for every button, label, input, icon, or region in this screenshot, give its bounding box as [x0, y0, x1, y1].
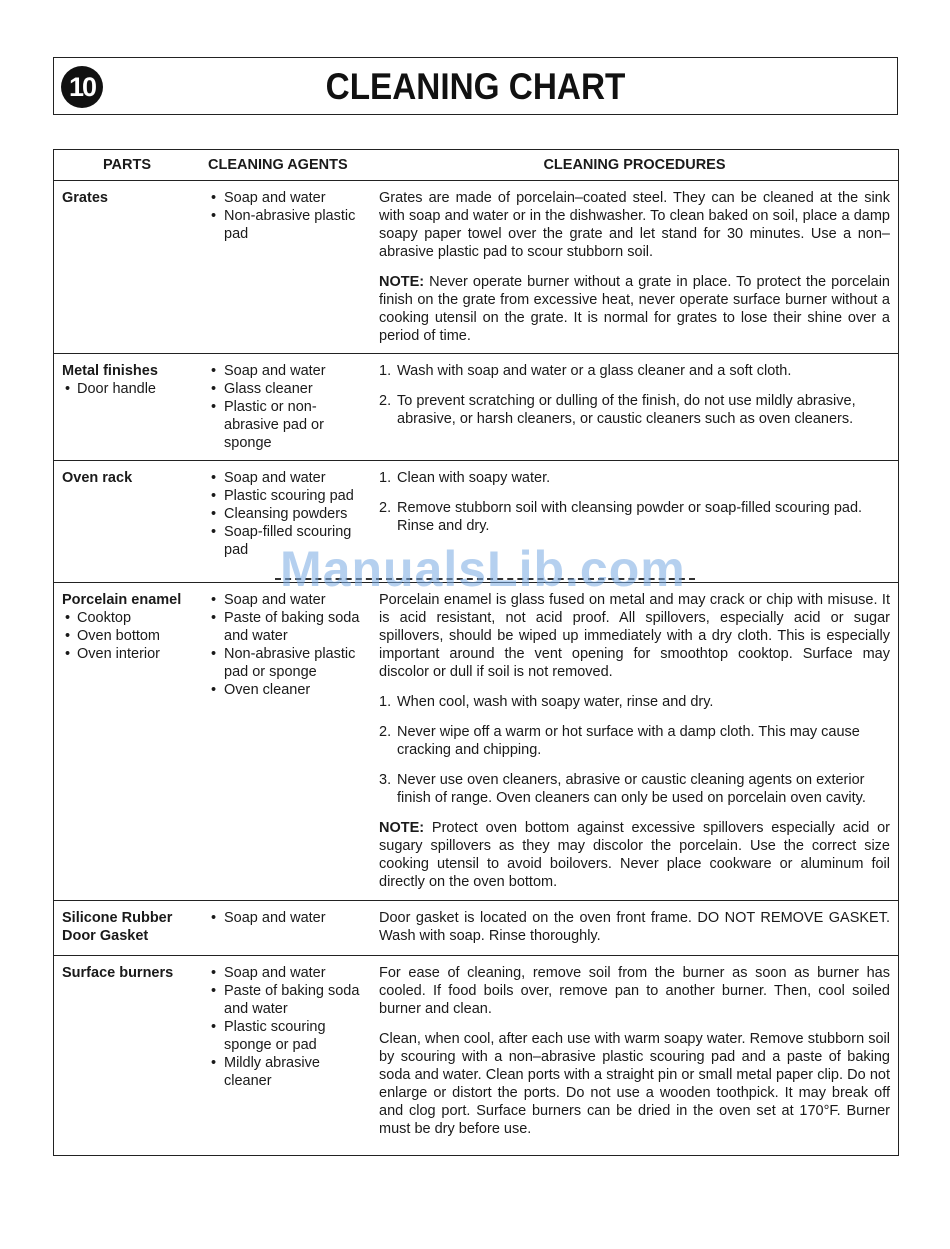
- step-text: Never wipe off a warm or hot surface with a damp cloth. This may cause cracking and chipping.: [397, 724, 860, 758]
- procedures-cell: [371, 354, 899, 461]
- note-label: NOTE:: [379, 274, 425, 290]
- agent-list: [208, 964, 363, 1090]
- procedure-step: [379, 392, 890, 428]
- agent-item: • Soap and water: [208, 909, 363, 927]
- agent-item: • Soap and water: [208, 964, 363, 982]
- step-text: Never use oven cleaners, abrasive or caustic cleaning agents on exterior finish of range. Oven cleaners can only be used on porcelain oven cavity.: [397, 772, 866, 806]
- step-number: 2.: [379, 724, 392, 740]
- agent-item: • Soap and water: [208, 591, 363, 609]
- agent-item: • Paste of baking soda and water: [208, 609, 363, 645]
- agent-item: • Non-abrasive plastic pad: [208, 207, 363, 243]
- procedure-step: [379, 693, 890, 711]
- part-name: Grates: [62, 190, 108, 206]
- part-name: Porcelain enamel: [62, 592, 182, 608]
- agent-item: • Plastic or non-abrasive pad or sponge: [208, 398, 363, 452]
- step-number: 1.: [379, 694, 392, 710]
- procedures-cell: [371, 901, 899, 956]
- part-name: Metal finishes: [62, 363, 158, 379]
- procedure-paragraph: Clean, when cool, after each use with warm soapy water. Remove stubborn soil by scouring with a non–abrasive plastic scouring pad and a paste of baking soda and water. Clean ports with a straight pin or small metal paper clip. Do not enlarge or distort the ports. Do not use a wooden toothpick. It may break off and clog port. Surface burners can be dried in the oven set at 170°F. Burner must be dry before use.: [379, 1031, 890, 1137]
- agent-item: • Soap and water: [208, 469, 363, 487]
- table-row: [54, 461, 899, 583]
- sub-part-item: • Door handle: [62, 380, 192, 398]
- table-row: [54, 181, 899, 354]
- procedure-paragraph: For ease of cleaning, remove soil from the burner as soon as burner has cooled. If food boils over, remove pan to another burner. Then, cool soiled burner and clean.: [379, 965, 890, 1017]
- dashed-rule: [275, 578, 695, 580]
- step-text: Remove stubborn soil with cleansing powder or soap-filled scouring pad. Rinse and dry.: [397, 500, 863, 534]
- part-cell: [54, 583, 201, 901]
- procedure-paragraph: Porcelain enamel is glass fused on metal and may crack or chip with misuse. It is acid resistant, not acid proof. All spillovers, especially acid or sugar spillovers, should be wiped up immediately with a dry cloth. This is especially important around the vent opening for smoothtop cooktop. Surface may discolor or dull if soil is not removed.: [379, 592, 890, 680]
- agent-item: • Soap and water: [208, 189, 363, 207]
- agents-cell: [200, 181, 371, 354]
- table-header-row: [54, 150, 899, 181]
- procedure-step: [379, 469, 890, 487]
- agent-item: • Plastic scouring pad: [208, 487, 363, 505]
- step-number: 1.: [379, 470, 392, 486]
- procedures-cell: [371, 956, 899, 1156]
- agent-item: • Mildly abrasive cleaner: [208, 1054, 363, 1090]
- part-name: Oven rack: [62, 470, 133, 486]
- sub-part-item: • Oven bottom: [62, 627, 192, 645]
- part-cell: [54, 901, 201, 956]
- agent-list: [208, 469, 363, 559]
- procedure-paragraph: Door gasket is located on the oven front frame. DO NOT REMOVE GASKET. Wash with soap. Rinse thoroughly.: [379, 910, 890, 944]
- agent-list: [208, 189, 363, 243]
- step-number: 2.: [379, 500, 392, 516]
- agent-item: • Oven cleaner: [208, 681, 363, 699]
- agent-item: • Cleansing powders: [208, 505, 363, 523]
- step-number: 2.: [379, 393, 392, 409]
- agent-item: • Glass cleaner: [208, 380, 363, 398]
- table-row: [54, 583, 899, 901]
- agent-item: • Plastic scouring sponge or pad: [208, 1018, 363, 1054]
- agent-list: [208, 362, 363, 452]
- sub-part-list: [62, 380, 192, 398]
- part-cell: [54, 354, 201, 461]
- procedures-cell: [371, 583, 899, 901]
- step-text: When cool, wash with soapy water, rinse and dry.: [397, 694, 714, 710]
- step-number: 1.: [379, 363, 392, 379]
- step-text: Clean with soapy water.: [397, 470, 551, 486]
- part-name: Silicone Rubber Door Gasket: [62, 910, 173, 944]
- column-header-cleaning-agents: CLEANING AGENTS: [200, 150, 371, 181]
- step-text: Wash with soap and water or a glass cleaner and a soft cloth.: [397, 363, 792, 379]
- agents-cell: [200, 583, 371, 901]
- agents-cell: [200, 956, 371, 1156]
- table-row: [54, 354, 899, 461]
- title-banner: [53, 57, 898, 115]
- table-body: [54, 181, 899, 1156]
- procedure-step: [379, 362, 890, 380]
- note-text: Never operate burner without a grate in place. To protect the porcelain finish on the grate from excessive heat, never operate surface burner without a cooking utensil on the grate. It is normal for grates to lose their shine over a period of time.: [379, 274, 890, 344]
- sub-part-list: [62, 609, 192, 663]
- agent-item: • Paste of baking soda and water: [208, 982, 363, 1018]
- part-cell: [54, 461, 201, 583]
- agents-cell: [200, 901, 371, 956]
- agent-list: [208, 909, 363, 927]
- page-title: CLEANING CHART: [325, 66, 626, 107]
- agent-item: • Soap-filled scouring pad: [208, 523, 363, 559]
- cleaning-chart-table: [53, 149, 899, 1156]
- procedures-cell: [371, 461, 899, 583]
- agent-item: • Soap and water: [208, 362, 363, 380]
- agents-cell: [200, 461, 371, 583]
- procedure-step: [379, 771, 890, 807]
- part-cell: [54, 181, 201, 354]
- section-number-badge: 10: [61, 66, 103, 108]
- procedure-step: [379, 723, 890, 759]
- watermark: ManualsLib.com: [280, 541, 686, 597]
- procedure-note: [379, 819, 890, 891]
- column-header-parts: PARTS: [54, 150, 201, 181]
- step-number: 3.: [379, 772, 392, 788]
- note-text: Protect oven bottom against excessive spillovers especially acid or sugary spillovers as they may discolor the porcelain. Use the correct size cooking utensil to avoid boilovers. Never place cookware or aluminum foil directly on the oven bottom.: [379, 820, 890, 890]
- agents-cell: [200, 354, 371, 461]
- table-row: [54, 956, 899, 1156]
- table-row: [54, 901, 899, 956]
- agent-list: [208, 591, 363, 699]
- procedure-note: [379, 273, 890, 345]
- agent-item: • Non-abrasive plastic pad or sponge: [208, 645, 363, 681]
- procedure-paragraph: Grates are made of porcelain–coated steel. They can be cleaned at the sink with soap and water or in the dishwasher. To clean baked on soil, place a damp soapy paper towel over the grate and let stand for 30 minutes. Use a non–abrasive plastic pad to scour stubborn soil.: [379, 190, 890, 260]
- procedure-step: [379, 499, 890, 535]
- part-name: Surface burners: [62, 965, 174, 981]
- part-cell: [54, 956, 201, 1156]
- column-header-cleaning-procedures: CLEANING PROCEDURES: [371, 150, 899, 181]
- step-text: To prevent scratching or dulling of the finish, do not use mildly abrasive, abrasive, or harsh cleaners, or caustic cleaners such as oven cleaners.: [397, 393, 856, 427]
- note-label: NOTE:: [379, 820, 425, 836]
- sub-part-item: • Cooktop: [62, 609, 192, 627]
- sub-part-item: • Oven interior: [62, 645, 192, 663]
- procedures-cell: [371, 181, 899, 354]
